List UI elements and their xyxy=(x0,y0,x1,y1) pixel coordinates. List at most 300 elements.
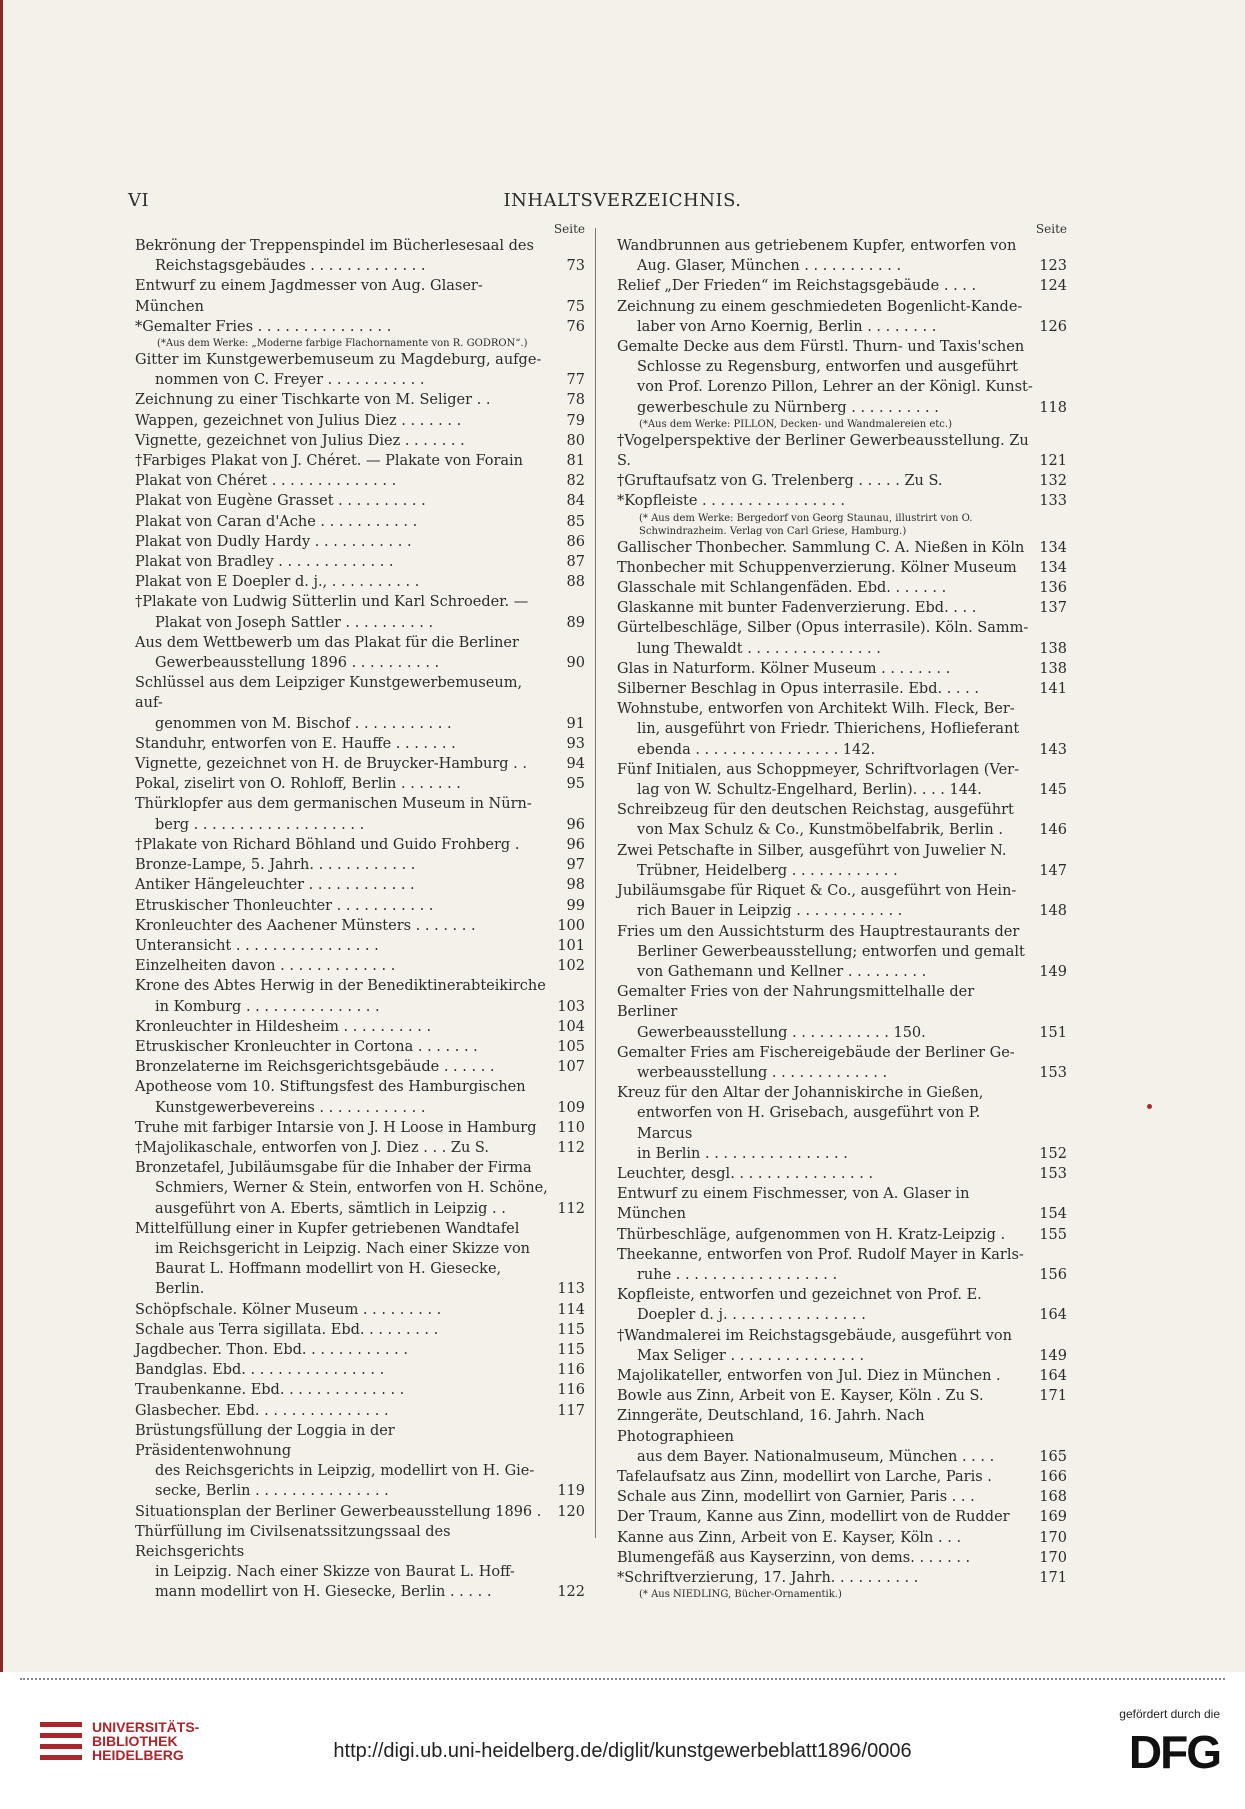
toc-entry[interactable] xyxy=(135,794,585,834)
entry-text: in Berlin . . . . . . . . . . . . . . . . xyxy=(637,1145,848,1162)
page-ref: 115 xyxy=(557,1341,585,1358)
entry-text: ebenda . . . . . . . . . . . . . . . . 142. xyxy=(637,741,876,758)
entry-text: Schmiers, Werner & Stein, entworfen von H. Schöne, xyxy=(155,1180,548,1197)
toc-entry[interactable] xyxy=(135,1502,585,1522)
toc-entry[interactable] xyxy=(135,512,585,532)
toc-entry[interactable] xyxy=(617,800,1067,840)
entry-text: Majolikateller, entworfen von Jul. Diez in München . xyxy=(617,1367,1001,1384)
entry-text: genommen von M. Bischof . . . . . . . . . . . xyxy=(155,715,452,732)
footnote: (* Aus NIEDLING, Bücher-Ornamentik.) xyxy=(639,1589,842,1601)
entry-text: *Schriftverzierung, 17. Jahrh. . . . . . . . . . xyxy=(617,1570,919,1586)
toc-entry[interactable] xyxy=(135,1300,585,1320)
page-ref: 149 xyxy=(1039,963,1067,980)
entry-text: Reichstagsgebäudes . . . . . . . . . . . . . xyxy=(155,258,426,275)
entry-text: nommen von C. Freyer . . . . . . . . . . . xyxy=(155,372,425,389)
page-ref: 115 xyxy=(557,1321,585,1338)
seite-label-right: Seite xyxy=(1035,222,1067,236)
toc-entry[interactable] xyxy=(617,297,1067,337)
entry-text: Doepler d. j. . . . . . . . . . . . . . . . xyxy=(637,1307,866,1324)
page-ref: 138 xyxy=(1039,640,1067,657)
footnote: (*Aus dem Werke: „Moderne farbige Flachornamente von R. GODRON“.) xyxy=(157,338,528,350)
entry-text: Bronzetafel, Jubiläumsgabe für die Inhaber der Firma xyxy=(135,1160,532,1177)
page-ref: 147 xyxy=(1039,862,1067,879)
entry-text: des Reichsgerichts in Leipzig, modellirt von H. Gie- xyxy=(155,1463,535,1480)
page-ref: 89 xyxy=(566,614,585,631)
entry-text: Zeichnung zu einem geschmiedeten Bogenlicht-Kande- xyxy=(617,298,1023,315)
entry-text: Plakat von Caran d'Ache . . . . . . . . . . . xyxy=(135,513,418,530)
entry-text: Standuhr, entworfen von E. Hauffe . . . . . . . xyxy=(135,735,456,752)
toc-entry[interactable] xyxy=(135,1360,585,1380)
page-ref: 164 xyxy=(1039,1367,1067,1384)
entry-text: Einzelheiten davon . . . . . . . . . . . . . xyxy=(135,958,396,975)
page-ref: 80 xyxy=(566,432,585,449)
entry-text: Brüstungsfüllung der Loggia in der Präsidentenwohnung xyxy=(135,1422,395,1459)
page-ref: 138 xyxy=(1039,660,1067,677)
toc-entry[interactable] xyxy=(617,471,1067,491)
entry-text: gewerbeschule zu Nürnberg . . . . . . . . . . xyxy=(637,399,939,416)
toc-entry[interactable] xyxy=(617,1285,1067,1325)
toc-entry[interactable] xyxy=(135,754,585,774)
logo-line: UNIVERSITÄTS- xyxy=(92,1719,200,1735)
page-ref: 120 xyxy=(557,1503,585,1520)
left-column xyxy=(135,222,585,1603)
page-ref: 146 xyxy=(1039,822,1067,839)
entry-text: Gemalte Decke aus dem Fürstl. Thurn- und Taxis'schen xyxy=(617,339,1025,356)
page-ref: 170 xyxy=(1039,1549,1067,1566)
page-ref: 97 xyxy=(566,857,585,874)
page-ref: 84 xyxy=(566,493,585,510)
entry-text: Thürfüllung im Civilsenatssitzungssaal des Reichsgerichts xyxy=(135,1523,451,1560)
entry-text: Pokal, ziselirt von O. Rohloff, Berlin . . . . . . . xyxy=(135,776,461,793)
toc-entry[interactable] xyxy=(617,1225,1067,1245)
toc-entry[interactable] xyxy=(135,552,585,572)
entry-text: Situationsplan der Berliner Gewerbeausstellung 1896 . xyxy=(135,1503,542,1520)
toc-entry[interactable] xyxy=(135,774,585,794)
page-ref: 153 xyxy=(1039,1165,1067,1182)
page-ref: 99 xyxy=(566,897,585,914)
entry-text: †Vogelperspektive der Berliner Gewerbeausstellung. Zu S. xyxy=(617,432,1029,470)
page-ref: 170 xyxy=(1039,1529,1067,1546)
toc-entry[interactable] xyxy=(617,1528,1067,1548)
toc-entry[interactable] xyxy=(617,598,1067,618)
toc-entry[interactable] xyxy=(617,236,1067,276)
entry-text: Thonbecher mit Schuppenverzierung. Kölner Museum xyxy=(617,559,1017,576)
toc-entry[interactable] xyxy=(617,922,1067,983)
toc-entry[interactable] xyxy=(135,390,585,410)
entry-text: †Plakate von Richard Böhland und Guido Frohberg . xyxy=(135,836,520,853)
logo-line: HEIDELBERG xyxy=(92,1747,184,1763)
page-ref: 149 xyxy=(1039,1347,1067,1364)
entry-text: Gemalter Fries am Fischereigebäude der Berliner Ge- xyxy=(617,1044,1015,1061)
page-ref: 100 xyxy=(557,917,585,934)
toc-entry[interactable] xyxy=(617,881,1067,921)
toc-entry[interactable] xyxy=(135,976,585,1016)
toc-entry[interactable] xyxy=(135,1219,585,1300)
page-ref: 107 xyxy=(557,1059,585,1076)
entry-text: Berliner Gewerbeausstellung; entworfen und gemalt xyxy=(637,943,1025,960)
page-ref: 109 xyxy=(557,1099,585,1116)
page-ref: 82 xyxy=(566,473,585,490)
entry-text: Plakat von Eugène Grasset . . . . . . . . . . xyxy=(135,493,426,510)
page-ref: 103 xyxy=(557,998,585,1015)
toc-entry[interactable] xyxy=(135,835,585,855)
toc-entry[interactable] xyxy=(617,337,1067,418)
toc-entry[interactable] xyxy=(135,236,585,276)
toc-entry[interactable] xyxy=(617,760,1067,800)
entry-text: entworfen von H. Grisebach, ausgeführt von P. Marcus xyxy=(637,1105,981,1142)
entry-text: Antiker Hängeleuchter . . . . . . . . . . . . xyxy=(135,877,415,894)
entry-text: Wohnstube, entworfen von Architekt Wilh. Fleck, Ber- xyxy=(617,701,1015,718)
entry-text: Kunstgewerbevereins . . . . . . . . . . . . xyxy=(155,1099,426,1116)
toc-entry[interactable] xyxy=(617,1467,1067,1487)
page-edge-line xyxy=(0,0,3,1809)
toc-entry[interactable] xyxy=(135,1421,585,1502)
page-ref: 101 xyxy=(557,937,585,954)
entry-text: Aug. Glaser, München . . . . . . . . . . . xyxy=(637,258,902,275)
page-ref: 95 xyxy=(566,776,585,793)
page-ref: 86 xyxy=(566,533,585,550)
entry-text: Kronleuchter des Aachener Münsters . . . . . . . xyxy=(135,917,476,934)
page-ref: 105 xyxy=(557,1038,585,1055)
entry-text: Truhe mit farbiger Intarsie von J. H Loose in Hamburg xyxy=(135,1119,537,1136)
entry-text: Entwurf zu einem Fischmesser, von A. Glaser in München xyxy=(617,1186,970,1223)
toc-entry[interactable] xyxy=(135,673,585,734)
page-ref: 98 xyxy=(566,877,585,894)
page-ref: 110 xyxy=(557,1119,585,1136)
toc-entry[interactable] xyxy=(135,855,585,875)
entry-text: Kronleuchter in Hildesheim . . . . . . . . . . xyxy=(135,1018,432,1035)
page-ref: 76 xyxy=(566,318,585,335)
page-ref: 90 xyxy=(566,655,585,672)
toc-entry[interactable] xyxy=(617,659,1067,679)
toc-entry[interactable] xyxy=(617,1366,1067,1386)
entry-text: †Plakate von Ludwig Sütterlin und Karl Schroeder. — xyxy=(135,594,529,611)
entry-text: ruhe . . . . . . . . . . . . . . . . . . xyxy=(637,1266,838,1283)
page-ref: 126 xyxy=(1039,318,1067,335)
entry-text: Kopfleiste, entworfen und gezeichnet von Prof. E. xyxy=(617,1287,982,1304)
toc-entry[interactable] xyxy=(617,1548,1067,1568)
entry-text: Blumengefäß aus Kayserzinn, von dems. . . . . . . xyxy=(617,1549,971,1566)
toc-entry[interactable] xyxy=(135,1340,585,1360)
entry-text: Gallischer Thonbecher. Sammlung C. A. Nießen in Köln xyxy=(617,539,1025,556)
toc-entry[interactable] xyxy=(617,578,1067,598)
entry-text: Bekrönung der Treppenspindel im Bücherlesesaal des xyxy=(135,238,534,254)
entry-text: Schöpfschale. Kölner Museum . . . . . . . . . xyxy=(135,1301,442,1318)
entry-text: Thürklopfer aus dem germanischen Museum in Nürn- xyxy=(135,796,532,813)
entry-text: Der Traum, Kanne aus Zinn, modellirt von de Rudder xyxy=(617,1509,1010,1526)
entry-text: Krone des Abtes Herwig in der Benediktinerabteikirche xyxy=(135,978,546,995)
entry-text: †Farbiges Plakat von J. Chéret. — Plakate von Forain xyxy=(135,453,524,470)
entry-text: Jubiläumsgabe für Riquet & Co., ausgeführt von Hein- xyxy=(617,883,1017,900)
toc-entry[interactable] xyxy=(617,1184,1067,1224)
entry-text: Gürtelbeschläge, Silber (Opus interrasile). Köln. Samm- xyxy=(617,620,1029,637)
entry-text: mann modellirt von H. Giesecke, Berlin . . . . . xyxy=(155,1584,492,1601)
page-ref: 117 xyxy=(557,1402,585,1419)
page-ref: 113 xyxy=(557,1281,585,1298)
source-url-link[interactable]: http://digi.ub.uni-heidelberg.de/diglit/kunstgewerbeblatt1896/0006 xyxy=(333,1740,912,1762)
page-ref: 145 xyxy=(1039,782,1067,799)
entry-text: in Komburg . . . . . . . . . . . . . . . xyxy=(155,998,380,1015)
toc-entry[interactable] xyxy=(617,679,1067,699)
seite-label-left: Seite xyxy=(553,222,585,236)
entry-text: Kanne aus Zinn, Arbeit von E. Kayser, Köln . . . xyxy=(617,1529,962,1546)
page-ref: 73 xyxy=(566,258,585,275)
toc-entry[interactable] xyxy=(135,1057,585,1077)
entry-text: ausgeführt von A. Eberts, sämtlich in Leipzig . . xyxy=(155,1200,506,1217)
entry-text: Gitter im Kunstgewerbemuseum zu Magdeburg, aufge- xyxy=(135,352,542,369)
page-ref: 114 xyxy=(557,1301,585,1318)
entry-text: Fünf Initialen, aus Schoppmeyer, Schriftvorlagen (Ver- xyxy=(617,761,1019,778)
page-ref: 168 xyxy=(1039,1489,1067,1506)
toc-entry[interactable] xyxy=(617,431,1067,471)
entry-text: Bronze-Lampe, 5. Jahrh. . . . . . . . . . . . xyxy=(135,857,416,874)
page-ref: 123 xyxy=(1039,258,1067,275)
page-ref: 148 xyxy=(1039,903,1067,920)
page-ref: 112 xyxy=(557,1200,585,1217)
page-ref: 81 xyxy=(566,453,585,470)
page-ref: 156 xyxy=(1039,1266,1067,1283)
entry-text: Vignette, gezeichnet von Julius Diez . . . . . . . xyxy=(135,432,465,449)
toc-entry[interactable] xyxy=(617,1386,1067,1406)
entry-text: lin, ausgeführt von Friedr. Thierichens, Hoflieferant xyxy=(637,721,1020,738)
entry-text: Schale aus Terra sigillata. Ebd. . . . . . . . . xyxy=(135,1321,439,1338)
column-divider xyxy=(595,228,596,1538)
entry-text: Plakat von Dudly Hardy . . . . . . . . . . . xyxy=(135,533,412,550)
entry-text: Gewerbeausstellung 1896 . . . . . . . . . . xyxy=(155,655,440,672)
page-ref: 78 xyxy=(566,392,585,409)
toc-entry[interactable] xyxy=(617,841,1067,881)
page-ref: 155 xyxy=(1039,1226,1067,1243)
toc-entry[interactable] xyxy=(135,734,585,754)
entry-text: Kreuz für den Altar der Johanniskirche in Gießen, xyxy=(617,1085,984,1102)
entry-text: Thürbeschläge, aufgenommen von H. Kratz-Leipzig . xyxy=(617,1226,1006,1243)
entry-text: Mittelfüllung einer in Kupfer getriebenen Wandtafel xyxy=(135,1220,520,1237)
entry-text: Glaskanne mit bunter Fadenverzierung. Ebd. . . . xyxy=(617,600,977,617)
page-ref: 132 xyxy=(1039,473,1067,490)
toc-entry[interactable] xyxy=(135,875,585,895)
entry-text: im Reichsgericht in Leipzig. Nach einer Skizze von xyxy=(155,1240,531,1257)
entry-text: Jagdbecher. Thon. Ebd. . . . . . . . . . . . xyxy=(135,1341,408,1358)
page-ref: 116 xyxy=(557,1362,585,1379)
entry-text: Entwurf zu einem Jagdmesser von Aug. Glaser-München xyxy=(135,278,483,315)
toc-entry[interactable] xyxy=(135,956,585,976)
entry-text: Baurat L. Hoffmann modellirt von H. Giesecke, Berlin. xyxy=(155,1261,502,1298)
toc-entry[interactable] xyxy=(617,1164,1067,1184)
page-ref: 154 xyxy=(1039,1206,1067,1223)
entry-text: von Max Schulz & Co., Kunstmöbelfabrik, Berlin . xyxy=(637,822,1003,839)
toc-entry[interactable] xyxy=(135,350,585,390)
entry-text: Zeichnung zu einer Tischkarte von M. Seliger . . xyxy=(135,392,491,409)
toc-entry[interactable] xyxy=(135,572,585,592)
left-entry-list xyxy=(135,236,585,1603)
toc-entry[interactable] xyxy=(135,1522,585,1603)
toc-entry[interactable] xyxy=(135,633,585,673)
page-ref: 122 xyxy=(557,1584,585,1601)
toc-entry[interactable] xyxy=(135,471,585,491)
entry-text: rich Bauer in Leipzig . . . . . . . . . . . . xyxy=(637,903,903,920)
page-ref: 112 xyxy=(557,1139,585,1156)
entry-text: Unteransicht . . . . . . . . . . . . . . . . xyxy=(135,937,379,954)
page-ref: 141 xyxy=(1039,681,1067,698)
page-title: INHALTSVERZEICHNIS. xyxy=(503,190,742,211)
entry-text: *Gemalter Fries . . . . . . . . . . . . . . . xyxy=(135,318,392,335)
page-ref: 121 xyxy=(1039,453,1067,470)
entry-text: in Leipzig. Nach einer Skizze von Baurat L. Hoff- xyxy=(155,1564,515,1581)
entry-text: Schreibzeug für den deutschen Reichstag, ausgeführt xyxy=(617,802,1014,819)
entry-text: Traubenkanne. Ebd. . . . . . . . . . . . . . xyxy=(135,1382,405,1399)
toc-entry[interactable] xyxy=(135,1138,585,1158)
page-ref: 91 xyxy=(566,715,585,732)
page-ref: 169 xyxy=(1039,1509,1067,1526)
footnote: (* Aus dem Werke: Bergedorf von Georg Staunau, illustrirt von O. Schwindrazheim. Verlag von Carl Griese, Hamburg.) xyxy=(639,512,973,537)
page-ref: 118 xyxy=(1039,399,1067,416)
entry-text: Zwei Petschafte in Silber, ausgeführt von Juwelier N. xyxy=(617,842,1007,859)
toc-entry[interactable] xyxy=(135,431,585,451)
entry-text: Bronzelaterne im Reichsgerichtsgebäude . . . . . . xyxy=(135,1059,495,1076)
page-ref: 79 xyxy=(566,412,585,429)
entry-text: lung Thewaldt . . . . . . . . . . . . . . . xyxy=(637,640,881,657)
logo-line: BIBLIOTHEK xyxy=(92,1733,178,1749)
toc-entry[interactable] xyxy=(135,276,585,316)
page-ref: 152 xyxy=(1039,1145,1067,1162)
toc-entry[interactable] xyxy=(135,1037,585,1057)
entry-text: aus dem Bayer. Nationalmuseum, München . . . . xyxy=(637,1448,995,1465)
toc-entry[interactable] xyxy=(135,532,585,552)
toc-entry[interactable] xyxy=(617,558,1067,578)
entry-text: werbeausstellung . . . . . . . . . . . . . xyxy=(637,1064,888,1081)
entry-text: Trübner, Heidelberg . . . . . . . . . . . . xyxy=(637,862,898,879)
entry-text: Tafelaufsatz aus Zinn, modellirt von Larche, Paris . xyxy=(617,1468,992,1485)
page-ref: 133 xyxy=(1039,493,1067,510)
entry-text: Silberner Beschlag in Opus interrasile. Ebd. . . . . xyxy=(617,681,979,698)
entry-text: Etruskischer Thonleuchter . . . . . . . . . . . xyxy=(135,897,434,914)
page-ref: 93 xyxy=(566,735,585,752)
toc-entry[interactable] xyxy=(617,1326,1067,1366)
page-ref: 87 xyxy=(566,554,585,571)
entry-text: lag von W. Schultz-Engelhard, Berlin). . . . 144. xyxy=(637,782,982,799)
entry-text: berg . . . . . . . . . . . . . . . . . . . xyxy=(155,816,365,833)
right-entry-list xyxy=(617,236,1067,1601)
entry-text: laber von Arno Koernig, Berlin . . . . . . . . xyxy=(637,318,937,335)
toc-entry[interactable] xyxy=(617,1507,1067,1527)
page-number: VI xyxy=(128,190,150,211)
entry-text: Wandbrunnen aus getriebenem Kupfer, entworfen von xyxy=(617,238,1017,254)
entry-text: Glasbecher. Ebd. . . . . . . . . . . . . . . xyxy=(135,1402,389,1419)
entry-text: Schlosse zu Regensburg, entworfen und ausgeführt xyxy=(637,359,1018,376)
entry-text: Etruskischer Kronleuchter in Cortona . . . . . . . xyxy=(135,1038,478,1055)
toc-entry[interactable] xyxy=(135,317,585,337)
toc-entry[interactable] xyxy=(135,592,585,632)
entry-text: Plakat von E Doepler d. j., . . . . . . . . . . xyxy=(135,574,420,591)
page-ref: 134 xyxy=(1039,559,1067,576)
toc-entry[interactable] xyxy=(135,411,585,431)
toc-entry[interactable] xyxy=(135,1380,585,1400)
page-ref: 171 xyxy=(1039,1388,1067,1405)
toc-entry[interactable] xyxy=(135,1077,585,1117)
toc-entry[interactable] xyxy=(135,916,585,936)
page-ref: 88 xyxy=(566,574,585,591)
toc-entry[interactable] xyxy=(135,936,585,956)
page-ref: 85 xyxy=(566,513,585,530)
toc-entry[interactable] xyxy=(135,1118,585,1138)
toc-entry[interactable] xyxy=(617,618,1067,658)
footer-rule xyxy=(20,1678,1225,1680)
toc-entry[interactable] xyxy=(617,1245,1067,1285)
toc-entry[interactable] xyxy=(617,538,1067,558)
toc-entry[interactable] xyxy=(135,451,585,471)
entry-text: Plakat von Chéret . . . . . . . . . . . . . . xyxy=(135,473,397,490)
entry-text: Apotheose vom 10. Stiftungsfest des Hamburgischen xyxy=(135,1079,526,1096)
entry-text: Glasschale mit Schlangenfäden. Ebd. . . . . . . xyxy=(617,580,947,597)
entry-text: Bandglas. Ebd. . . . . . . . . . . . . . . . xyxy=(135,1362,385,1379)
entry-text: Plakat von Bradley . . . . . . . . . . . . . xyxy=(135,554,394,571)
toc-entry[interactable] xyxy=(617,491,1067,511)
entry-text: Zinngeräte, Deutschland, 16. Jahrh. Nach Photographieen xyxy=(617,1408,925,1445)
entry-text: Max Seliger . . . . . . . . . . . . . . . xyxy=(637,1347,865,1364)
page-ref: 136 xyxy=(1039,580,1067,597)
page-ref: 75 xyxy=(566,298,585,315)
toc-entry[interactable] xyxy=(135,896,585,916)
page-ref: 151 xyxy=(1039,1024,1067,1041)
entry-text: Gewerbeausstellung . . . . . . . . . . . 150. xyxy=(637,1024,926,1041)
page-ref: 94 xyxy=(566,756,585,773)
toc-entry[interactable] xyxy=(617,1487,1067,1507)
toc-entry[interactable] xyxy=(617,276,1067,296)
page-ref: 137 xyxy=(1039,600,1067,617)
toc-entry[interactable] xyxy=(617,1083,1067,1164)
page-ref: 134 xyxy=(1039,539,1067,556)
toc-entry[interactable] xyxy=(135,491,585,511)
page-ref: 116 xyxy=(557,1382,585,1399)
entry-text: Plakat von Joseph Sattler . . . . . . . . . . xyxy=(155,614,434,631)
toc-entry[interactable] xyxy=(135,1401,585,1421)
toc-entry[interactable] xyxy=(617,1043,1067,1083)
entry-text: von Prof. Lorenzo Pillon, Lehrer an der Königl. Kunst- xyxy=(637,379,1033,396)
footnote: (*Aus dem Werke: PILLON, Decken- und Wandmalereien etc.) xyxy=(639,418,952,430)
page-ref: 153 xyxy=(1039,1064,1067,1081)
funding-caption: gefördert durch die xyxy=(1119,1707,1220,1721)
entry-text: Wappen, gezeichnet von Julius Diez . . . . . . . xyxy=(135,412,462,429)
toc-entry[interactable] xyxy=(617,1568,1067,1588)
page-ref: 96 xyxy=(566,816,585,833)
entry-text: †Wandmalerei im Reichstagsgebäude, ausgeführt von xyxy=(617,1327,1012,1344)
page-ref: 124 xyxy=(1039,278,1067,295)
right-column xyxy=(617,222,1067,1601)
toc-entry[interactable] xyxy=(617,1406,1067,1467)
entry-text: Relief „Der Frieden“ im Reichstagsgebäude . . . . xyxy=(617,278,977,295)
entry-text: Leuchter, desgl. . . . . . . . . . . . . . . . xyxy=(617,1165,874,1182)
toc-entry[interactable] xyxy=(617,699,1067,760)
entry-text: Aus dem Wettbewerb um das Plakat für die Berliner xyxy=(135,634,519,651)
toc-entry[interactable] xyxy=(135,1017,585,1037)
entry-text: †Majolikaschale, entworfen von J. Diez . . . Zu S. xyxy=(135,1139,489,1156)
page-ref: 102 xyxy=(557,958,585,975)
entry-text: Glas in Naturform. Kölner Museum . . . . . . . . xyxy=(617,660,951,677)
scan-mark xyxy=(1147,1104,1152,1109)
page-ref: 143 xyxy=(1039,741,1067,758)
page-ref: 164 xyxy=(1039,1307,1067,1324)
page-ref: 104 xyxy=(557,1018,585,1035)
entry-text: Schlüssel aus dem Leipziger Kunstgewerbemuseum, auf- xyxy=(135,675,523,712)
toc-entry[interactable] xyxy=(135,1158,585,1219)
dfg-logo[interactable]: DFG xyxy=(1128,1726,1220,1778)
toc-entry[interactable] xyxy=(135,1320,585,1340)
entry-text: †Gruftaufsatz von G. Trelenberg . . . . . Zu S. xyxy=(617,473,943,490)
toc-entry[interactable] xyxy=(617,982,1067,1043)
entry-text: Gemalter Fries von der Nahrungsmittelhalle der Berliner xyxy=(617,984,975,1021)
page-ref: 77 xyxy=(566,372,585,389)
entry-text: Schale aus Zinn, modellirt von Garnier, Paris . . . xyxy=(617,1489,975,1506)
